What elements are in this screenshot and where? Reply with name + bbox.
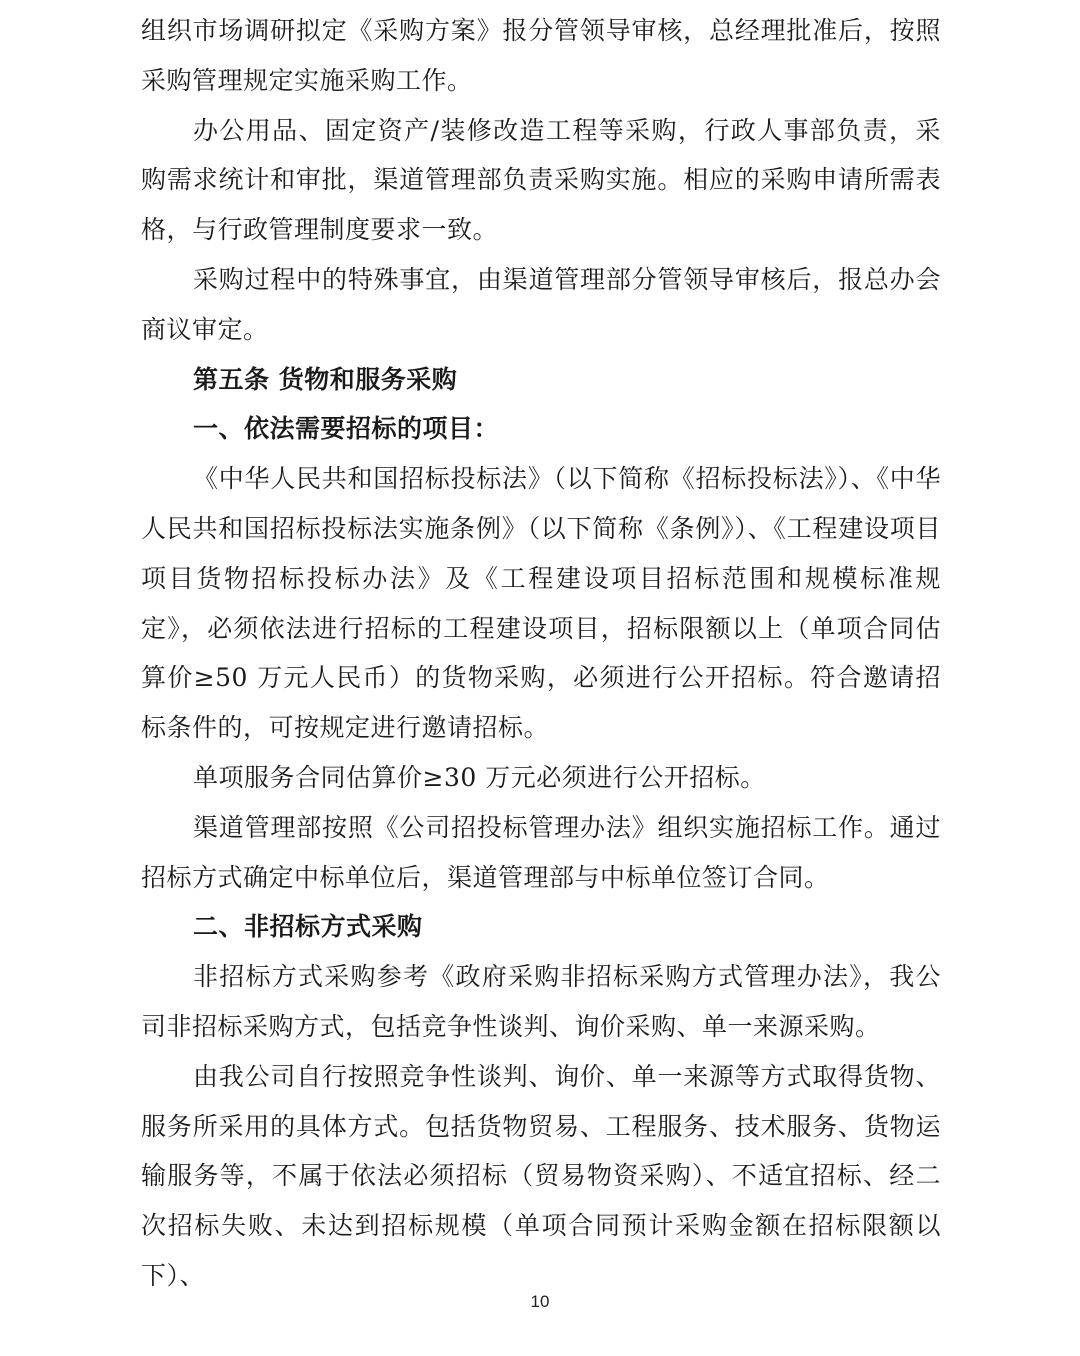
paragraph-procurement-plan: 组织市场调研拟定《采购方案》报分管领导审核，总经理批准后，按照采购管理规定实施采购工作。 <box>141 16 941 95</box>
heading-tender-required: 一、依法需要招标的项目： <box>193 414 500 444</box>
paragraph-office-supplies: 办公用品、固定资产/装修改造工程等采购，行政人事部负责，采购需求统计和审批，渠道管理部负责采购实施。相应的采购申请所需表格，与行政管理制度要求一致。 <box>141 115 941 245</box>
paragraph-non-tender-methods: 非招标方式采购参考《政府采购非招标采购方式管理办法》，我公司非招标采购方式，包括竞争性谈判、询价采购、单一来源采购。 <box>141 962 941 1041</box>
paragraph-tender-management: 渠道管理部按照《公司招投标管理办法》组织实施招标工作。通过招标方式确定中标单位后，渠道管理部与中标单位签订合同。 <box>141 812 941 892</box>
paragraph-non-tender-scope: 由我公司自行按照竞争性谈判、询价、单一来源等方式取得货物、服务所采用的具体方式。包括货物贸易、工程服务、技术服务、货物运输服务等，不属于依法必须招标（贸易物资采购）、不适宜招标、经二次招标失败、未达到招标规模（单项合同预计采购金额在招标限额以下）、 <box>141 1061 941 1290</box>
document-body <box>141 6 941 1301</box>
paragraph-special-matters: 采购过程中的特殊事宜，由渠道管理部分管领导审核后，报总办会商议审定。 <box>141 264 941 344</box>
page-number: 10 <box>530 1292 550 1311</box>
paragraph-service-contract: 单项服务合同估算价≥30 万元必须进行公开招标。 <box>193 762 766 792</box>
heading-article-five: 第五条 货物和服务采购 <box>193 364 458 394</box>
paragraph-tender-law: 《中华人民共和国招标投标法》（以下简称《招标投标法》）、《中华人民共和国招标投标法实施条例》（以下简称《条例》）、《工程建设项目项目货物招标投标办法》及《工程建设项目招标范围和规模标准规定》，必须依法进行招标的工程建设项目，招标限额以上（单项合同估算价≥50 万元人民币）的货物采购，必须进行公开招标。符合邀请招标条件的，可按规定进行邀请招标。 <box>141 464 941 743</box>
heading-non-tender: 二、非招标方式采购 <box>193 912 423 942</box>
